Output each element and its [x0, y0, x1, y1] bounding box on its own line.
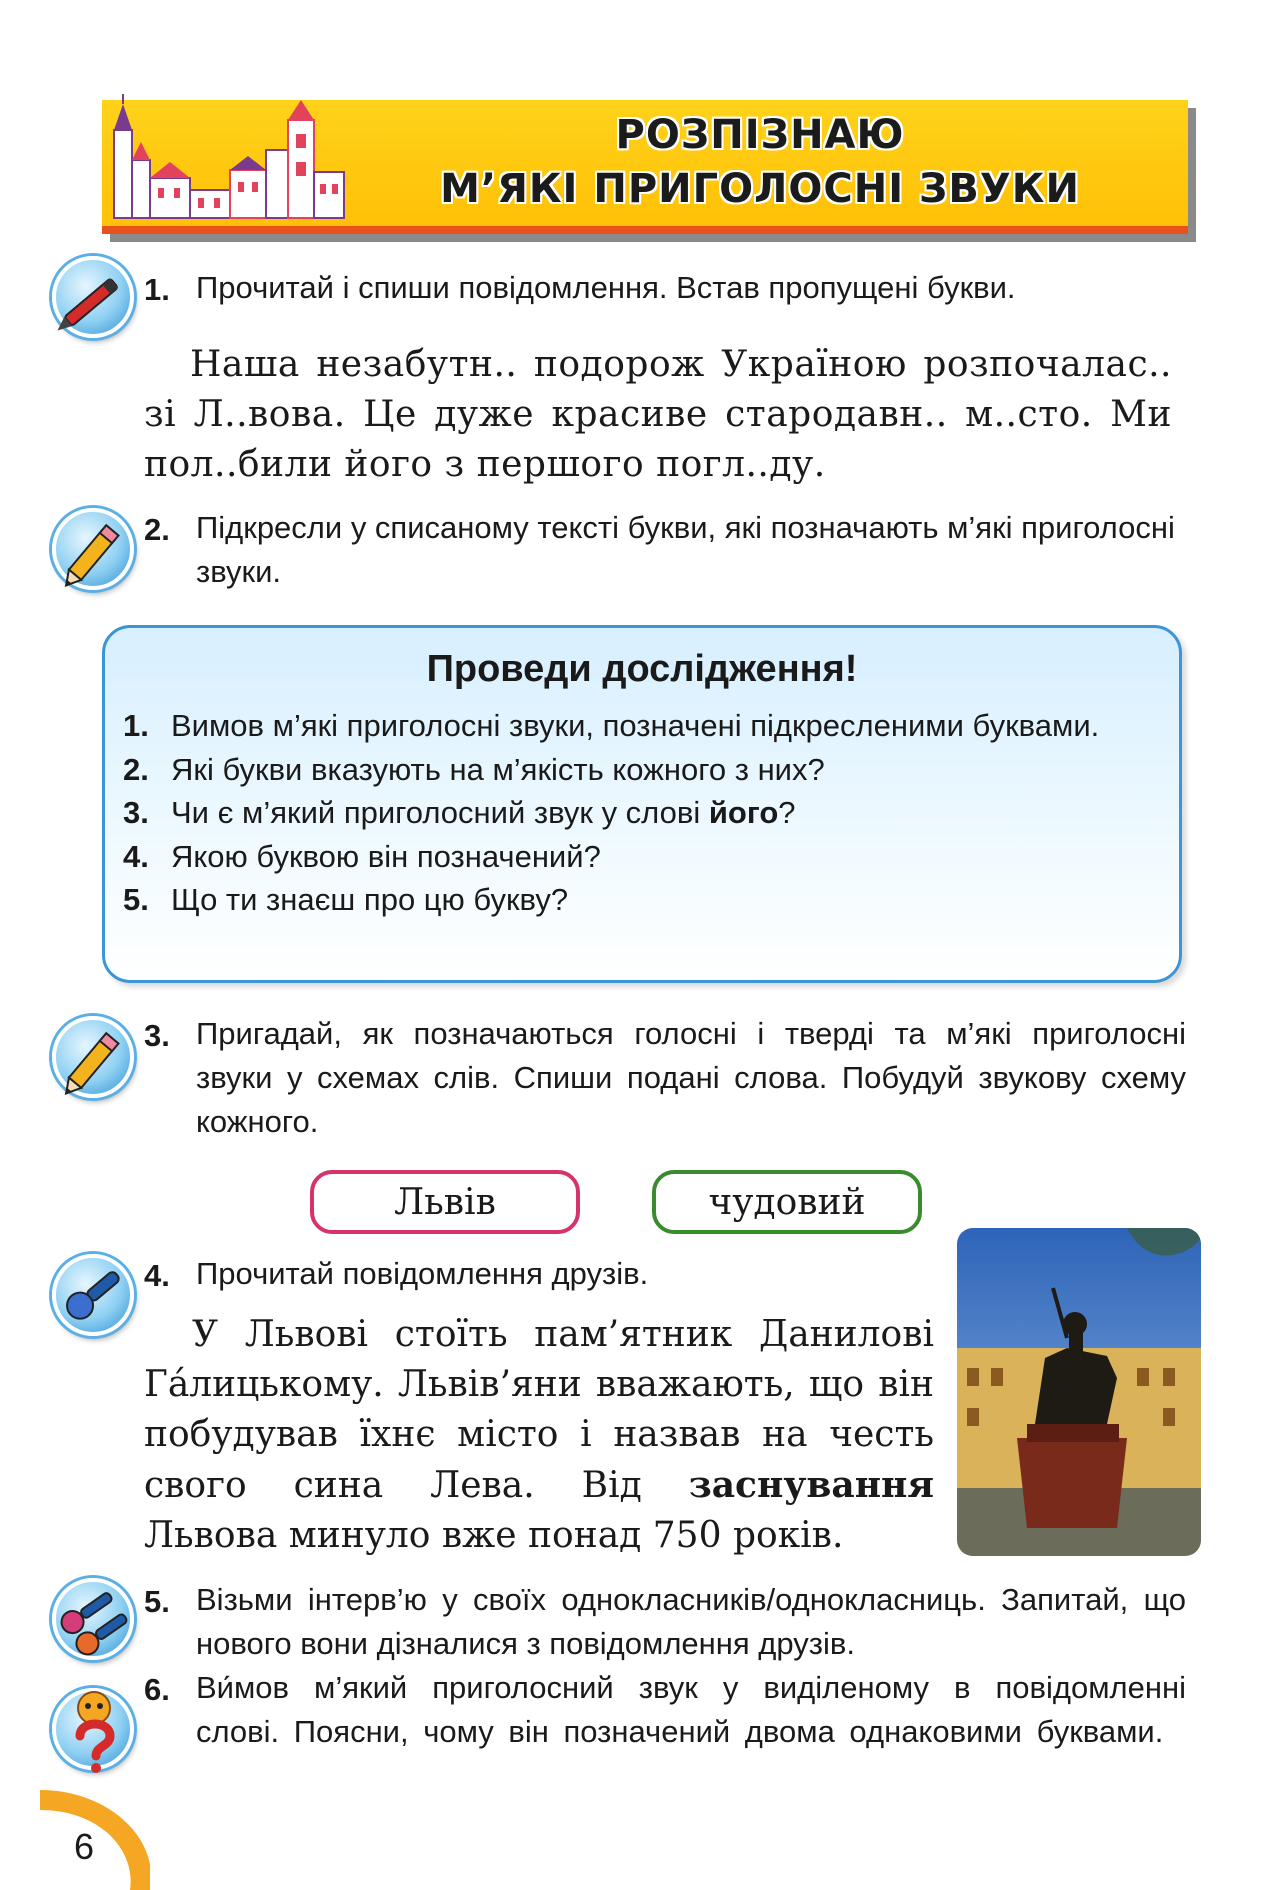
task-3-number: 3. — [144, 1018, 170, 1053]
list-item: 1. Вимов м’які приголосні звуки, позначені підкресленими буквами. — [123, 708, 1100, 743]
list-item: 5. Що ти знаєш про цю букву? — [123, 882, 569, 917]
header-banner — [102, 100, 1188, 234]
task-5-text: Візьми інтерв’ю у своїх однокласників/однокласниць. Запитай, що нового вони дізналися з повідомлення друзів. — [196, 1582, 1186, 1661]
pencil-icon — [52, 1016, 134, 1098]
story-text: У Львові стоїть пам’ятник Данилові Га́лицькому. Львів’яни вважають, що він побудував їхнє місто і назвав на честь свого сина Лева. Від заснування Львова минуло вже понад 750 років. — [144, 1314, 934, 1556]
microphone-icon — [52, 1254, 134, 1336]
page-title: РОЗПІЗНАЮ М’ЯКІ ПРИГОЛОСНІ ЗВУКИ — [440, 112, 1080, 212]
task-4-number: 4. — [144, 1258, 170, 1293]
page-number: 6 — [74, 1826, 95, 1867]
two-microphones-icon — [52, 1578, 134, 1660]
task-6-number: 6. — [144, 1672, 170, 1707]
word-box-lviv: Львів — [310, 1170, 580, 1234]
word-box-chudovyi: чудовий — [652, 1170, 922, 1234]
task-1-text: Прочитай і спиши повідомлення. Встав пропущені букви. — [196, 270, 1016, 305]
research-list — [123, 704, 1163, 922]
task-1-number: 1. — [144, 272, 170, 307]
city-skyline-icon — [102, 90, 352, 226]
task-4-text: Прочитай повідомлення друзів. — [196, 1256, 649, 1291]
list-item: 4. Якою буквою він позначений? — [123, 838, 601, 874]
research-box — [102, 625, 1182, 983]
list-item: 2. Які букви вказують на м’якість кожного з них? — [123, 751, 825, 787]
corner-decoration — [40, 1780, 150, 1890]
task-5-number: 5. — [144, 1584, 170, 1619]
list-item: 3. Чи є м’який приголосний звук у слові його? — [123, 795, 796, 830]
question-mark-icon — [52, 1688, 134, 1770]
monument-photo — [957, 1228, 1201, 1556]
task-6-text: Ви́мов м’який приголосний звук у виділеному в повідомленні слові. Поясни, чому він позначений двома однаковими буквами. — [196, 1670, 1186, 1749]
research-title: Проведи дослідження! — [426, 648, 858, 690]
pen-icon — [52, 256, 134, 338]
pencil-icon — [52, 508, 134, 590]
task-2-text: Підкресли у списаному тексті букви, які позначають м’які приголосні звуки. — [196, 510, 1175, 589]
task-2-number: 2. — [144, 512, 170, 547]
task-3-text: Пригадай, як позначаються голосні і тверді та м’які приголосні звуки у схемах слів. Спиши подані слова. Побудуй звукову схему кожного. — [196, 1016, 1186, 1139]
copy-text: Наша незабутн.. подорож Україною розпочалас.. зі Л..вова. Це дуже красиве стародавн.. м..сто. Ми пол..били його з першого погл..ду. — [144, 344, 1172, 485]
